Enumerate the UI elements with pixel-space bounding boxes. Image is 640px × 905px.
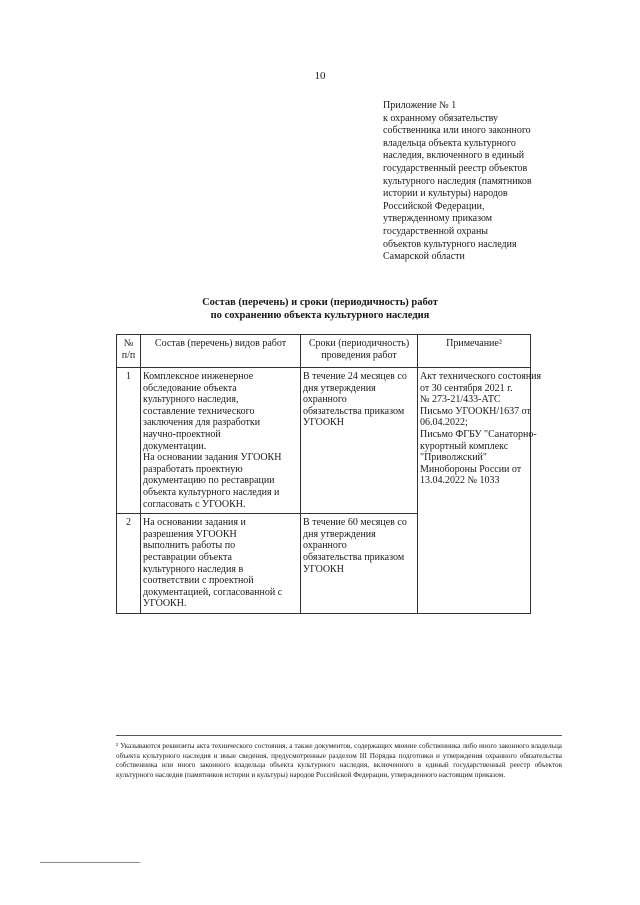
row-note: Акт технического состояния от 30 сентября 2021 г. № 273-21/433-АТС Письмо УГООКН/1637 от 06.04.2022; Письмо ФГБУ "Санаторно- курортный комплекс "Приволжский" Минобороны России от 13.04.2022 № 1033 (418, 368, 531, 614)
appendix-line: наследия, включенного в единый (383, 150, 525, 162)
appendix-block (383, 100, 583, 264)
appendix-line: государственной охраны (383, 225, 489, 237)
header-note: Примечание² (418, 335, 531, 368)
heading-line-1: Состав (перечень) и сроки (периодичность) работ (202, 297, 438, 308)
header-works: Состав (перечень) видов работ (141, 335, 301, 368)
document-heading (0, 296, 640, 322)
appendix-line: владельца объекта культурного (383, 137, 516, 149)
row-works: На основании задания и разрешения УГООКН выполнить работы по реставрации объекта культурного наследия в соответствии с проектной документацией, согласованной с УГООКН. (141, 514, 301, 614)
appendix-line: объектов культурного наследия (383, 238, 517, 250)
header-num: № п/п (117, 335, 141, 368)
appendix-line: Приложение № 1 (383, 100, 457, 111)
works-table (116, 334, 542, 614)
bottom-divider (40, 862, 140, 863)
row-number: 2 (117, 514, 141, 614)
table-row (117, 368, 531, 514)
appendix-line: Самарской области (383, 251, 465, 263)
appendix-line: истории и культуры) народов (383, 188, 508, 200)
footnote-divider (116, 735, 562, 736)
appendix-line: к охранному обязательству (383, 112, 499, 124)
footnote-text: ² Указываются реквизиты акта технического состояния, а также документов, содержащих мнение собственника либо иного законного владельца объекта культурного наследия и иные сведения, предусмотренные разделом III Порядка подготовки и утверждения охранного обязательства собственника или иного законного владельца объекта культурного наследия, включенного в единый государственный реестр объектов культурного наследия (памятников истории и культуры) народов Российской Федерации, утвержденного настоящим приказом. (116, 742, 562, 779)
appendix-line: утвержденному приказом (383, 213, 493, 225)
page-number: 10 (314, 70, 326, 82)
row-terms: В течение 60 месяцев со дня утверждения охранного обязательства приказом УГООКН (301, 514, 418, 614)
table-header-row (117, 335, 531, 368)
appendix-line: государственный реестр объектов (383, 162, 528, 174)
heading-line-2: по сохранению объекта культурного наследия (210, 310, 430, 321)
row-number: 1 (117, 368, 141, 514)
appendix-line: Российской Федерации, (383, 200, 485, 212)
row-terms: В течение 24 месяцев со дня утверждения охранного обязательства приказом УГООКН (301, 368, 418, 514)
appendix-line: собственника или иного законного (383, 125, 531, 137)
appendix-line: культурного наследия (памятников (383, 175, 532, 187)
row-works: Комплексное инженерное обследование объекта культурного наследия, составление технического заключения для разработки научно-проектной документации. На основании задания УГООКН разработать проектную документацию по реставрации объекта культурного наследия и согласовать с УГООКН. (141, 368, 301, 514)
header-terms: Сроки (периодичность) проведения работ (301, 335, 418, 368)
